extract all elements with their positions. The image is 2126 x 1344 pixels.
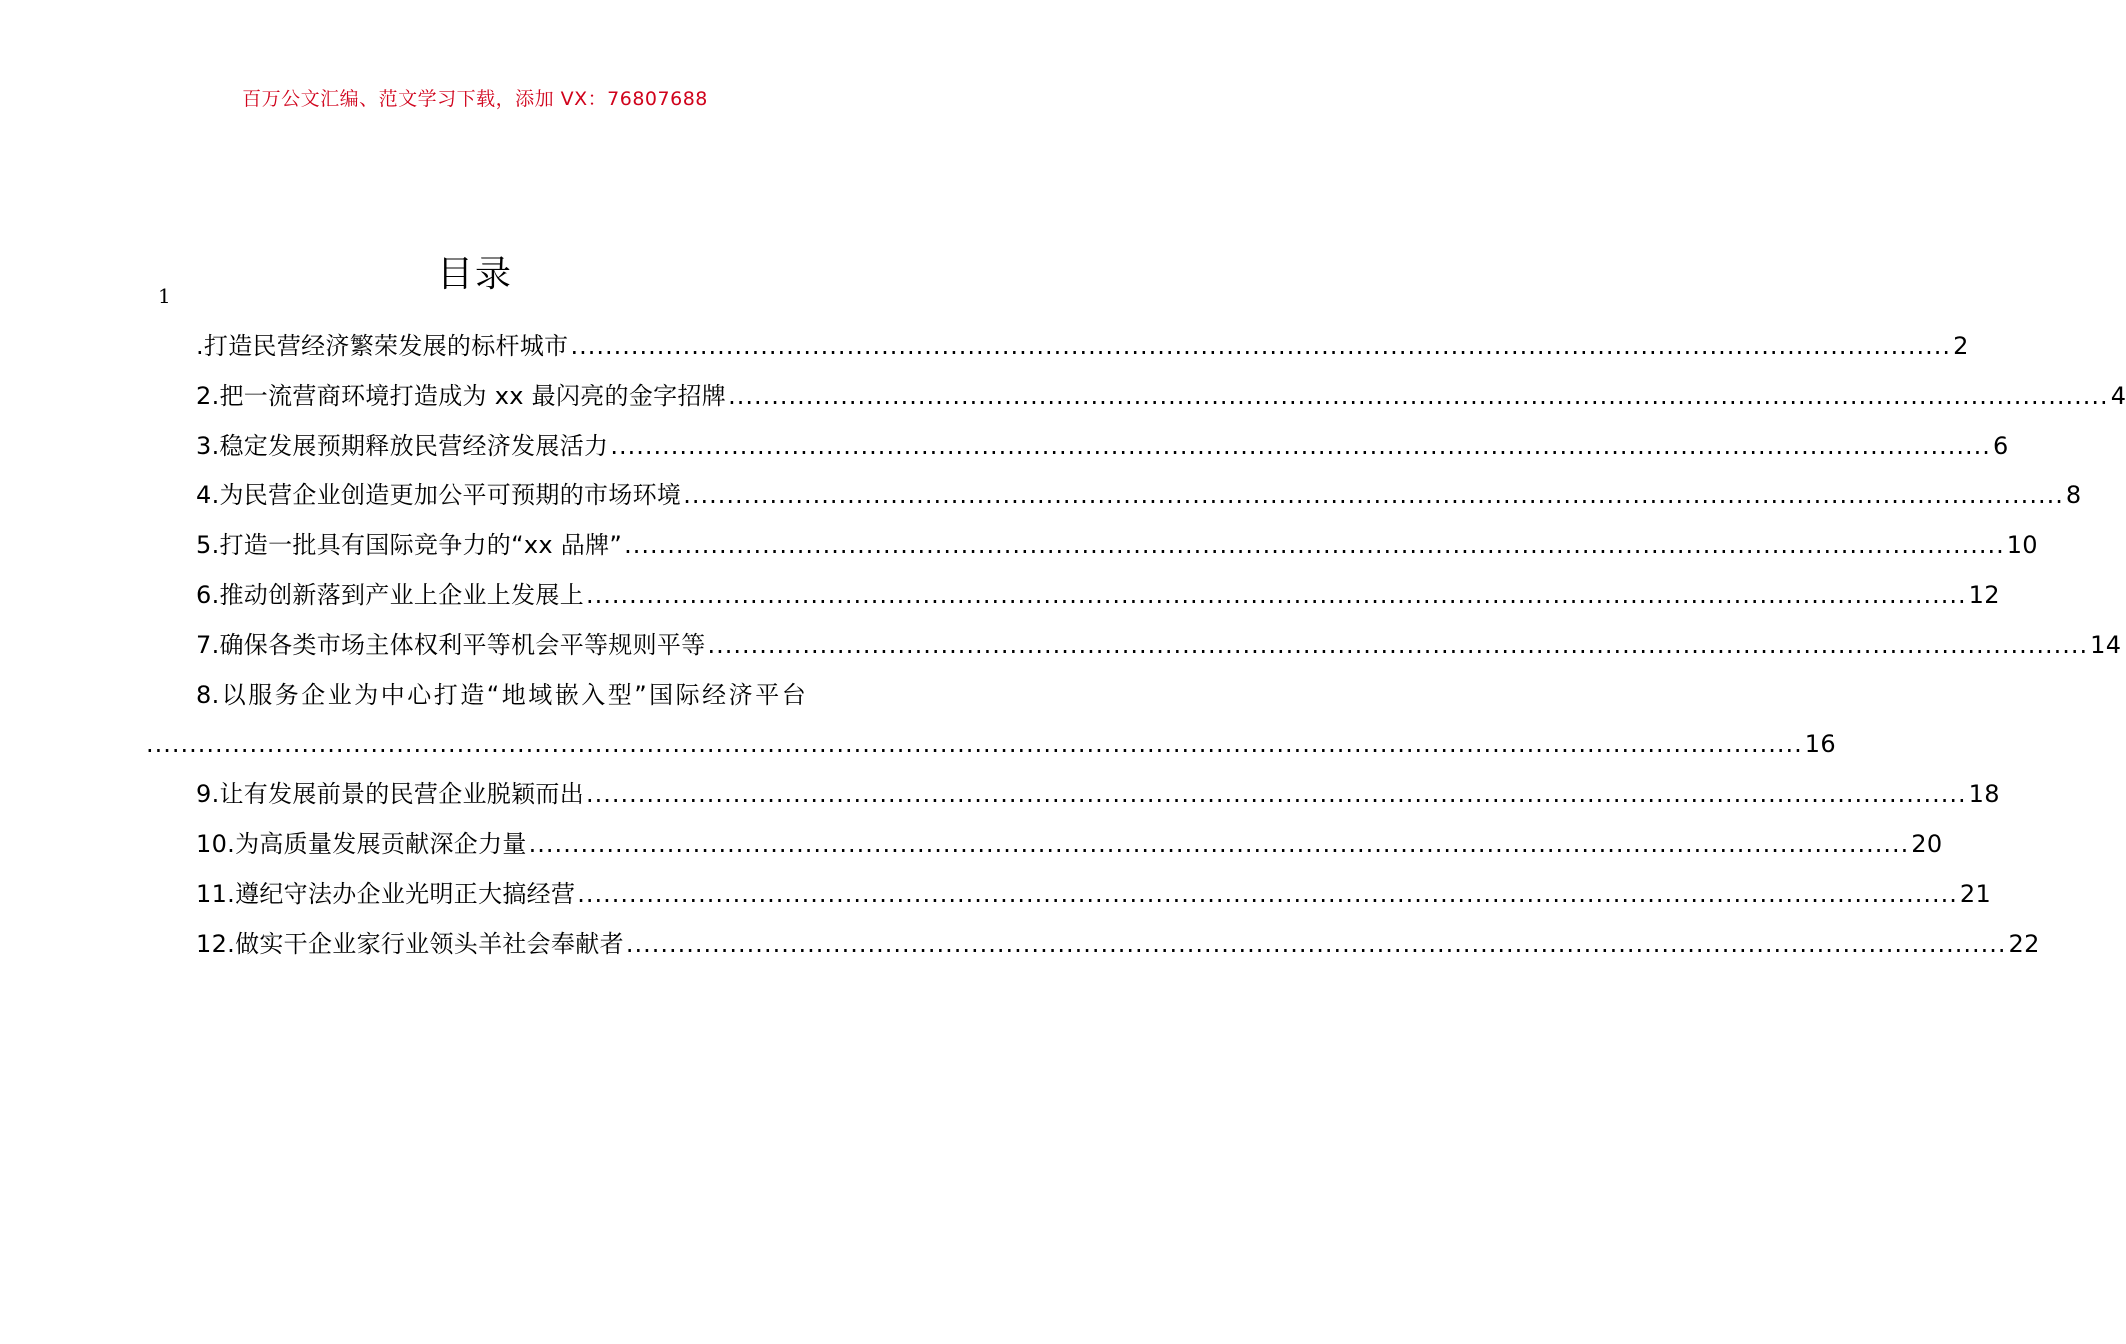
toc-leader-dots	[610, 422, 1991, 472]
toc-entry[interactable]	[0, 671, 1836, 771]
toc-entry-text: 8.以服务企业为中心打造“地域嵌入型”国际经济平台	[196, 680, 806, 709]
toc-entry-text: 11.遵纪守法办企业光明正大搞经营	[196, 879, 576, 908]
toc-leader-dots	[570, 322, 1951, 372]
toc-page-number: 22	[2008, 929, 2040, 958]
toc-page-number: 16	[1804, 730, 1836, 759]
toc-page-number: 8	[2065, 481, 2082, 510]
toc-leader-dots	[683, 471, 2064, 521]
toc-leader-dots	[529, 820, 1910, 870]
toc-entry-text: 4.为民营企业创造更加公平可预期的市场环境	[196, 481, 682, 510]
header-note: 百万公文汇编、范文学习下载，添加 VX：76807688	[242, 88, 708, 110]
toc-entry[interactable]	[0, 372, 2126, 422]
toc-entry-text: 3.稳定发展预期释放民营经济发展活力	[196, 431, 609, 460]
toc-page-number: 18	[1968, 780, 2000, 809]
toc-page-number: 21	[1959, 879, 1992, 908]
toc-leader-dots	[708, 621, 2089, 671]
toc-page-number: 20	[1911, 829, 1943, 858]
toc-page-number: 14	[2090, 630, 2122, 659]
toc-entry-text: 5.打造一批具有国际竞争力的“xx 品牌”	[196, 531, 623, 560]
toc-entry-text: 7.确保各类市场主体权利平等机会平等规则平等	[196, 630, 706, 659]
toc-entry[interactable]	[0, 471, 2082, 521]
toc-entry-text: 2.把一流营商环境打造成为 xx 最闪亮的金字招牌	[196, 381, 727, 410]
toc-entry[interactable]	[0, 422, 2009, 472]
toc-page-number: 6	[1992, 431, 2009, 460]
toc-page-number: 2	[1953, 332, 1969, 360]
toc-entry-text: 10.为高质量发展贡献深企力量	[196, 829, 527, 858]
toc-leader-dots	[728, 372, 2109, 422]
page-title: 目录	[436, 254, 513, 296]
toc-page-number: 12	[1968, 580, 2000, 609]
toc-stray-number: 1	[158, 284, 171, 308]
toc-page-number: 10	[2006, 531, 2038, 560]
toc-page-number: 4	[2110, 381, 2126, 410]
toc-entry[interactable]	[0, 770, 2000, 820]
toc-entry[interactable]	[0, 920, 2040, 970]
toc-leader-dots	[624, 521, 2005, 571]
toc-entry-text: 12.做实干企业家行业领头羊社会奉献者	[196, 929, 624, 958]
toc-entry[interactable]	[0, 820, 1943, 870]
toc-leader-dots	[577, 870, 1958, 920]
toc-entry[interactable]	[0, 621, 2122, 671]
toc-leader-dots	[146, 720, 1803, 770]
toc-entry-text: 6.推动创新落到产业上企业上发展上	[196, 580, 584, 609]
toc-entry[interactable]	[0, 571, 2000, 621]
toc-entry[interactable]	[0, 322, 1969, 372]
toc-leader-dots	[586, 770, 1967, 820]
toc-entry[interactable]	[0, 521, 2038, 571]
toc-list	[0, 322, 2126, 969]
toc-entry-text: .打造民营经济繁荣发展的标杆城市	[196, 332, 569, 360]
toc-entry[interactable]	[0, 870, 1992, 920]
toc-leader-dots	[586, 571, 1967, 621]
toc-leader-dots	[626, 920, 2007, 970]
toc-entry-text: 9.让有发展前景的民营企业脱颖而出	[196, 780, 584, 809]
